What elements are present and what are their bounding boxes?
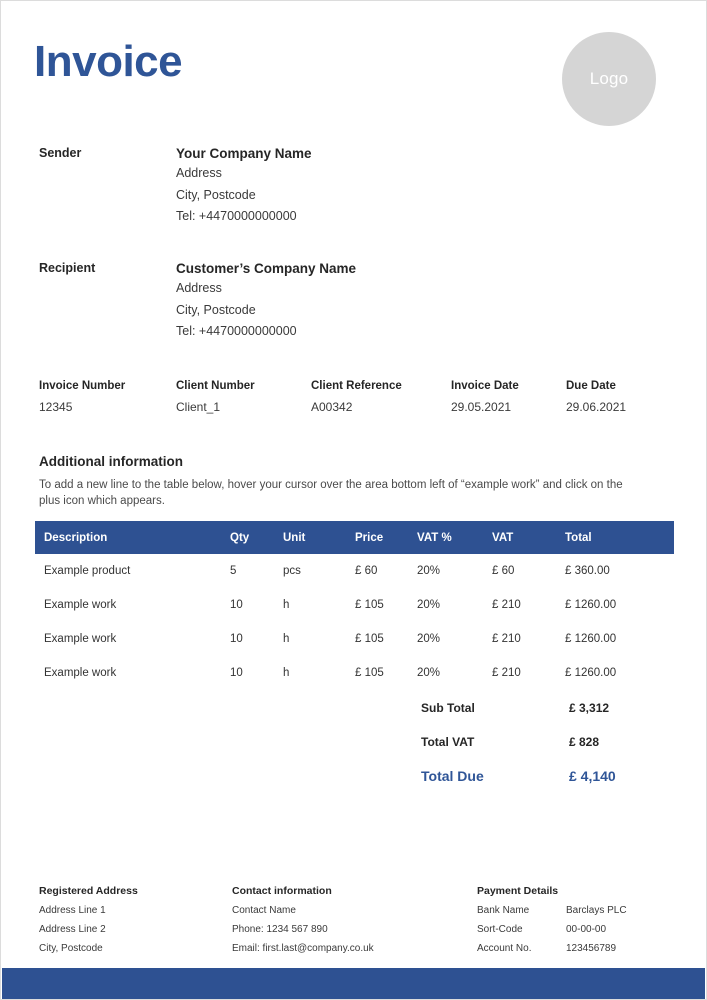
sub-total-value: £ 3,312 — [569, 701, 610, 715]
meta-due-date — [566, 380, 626, 414]
total-vat-label: Total VAT — [421, 735, 475, 749]
totals-row-sub-total — [35, 691, 674, 725]
table-row[interactable] — [35, 588, 674, 622]
cell-vat: £ 210 — [492, 667, 521, 679]
meta-label: Client Reference — [311, 380, 402, 392]
totals-block — [35, 691, 674, 793]
totals-row-total-vat — [35, 725, 674, 759]
column-header-vat: VAT — [492, 531, 514, 544]
meta-label: Due Date — [566, 380, 616, 392]
footer-pair-value: 123456789 — [566, 943, 617, 954]
cell-description: Example work — [44, 599, 117, 611]
footer-accent-bar — [2, 968, 705, 1000]
logo-placeholder[interactable] — [562, 32, 656, 126]
cell-qty: 5 — [230, 565, 237, 577]
cell-unit: pcs — [283, 565, 301, 577]
cell-qty: 10 — [230, 667, 243, 679]
meta-invoice-date — [451, 380, 519, 414]
column-header-unit: Unit — [283, 531, 306, 544]
cell-vat: £ 210 — [492, 633, 521, 645]
cell-unit: h — [283, 667, 290, 679]
table-row[interactable] — [35, 622, 674, 656]
cell-price: £ 60 — [355, 565, 378, 577]
cell-description: Example product — [44, 565, 131, 577]
footer-pair-account-no — [477, 943, 627, 954]
footer-line: Email: first.last@company.co.uk — [232, 943, 374, 954]
footer-line: Address Line 1 — [39, 905, 106, 916]
sender-name: Your Company Name — [176, 146, 312, 161]
recipient-city-line: City, Postcode — [176, 302, 256, 317]
total-vat-value: £ 828 — [569, 735, 600, 749]
footer-payment-details — [477, 885, 627, 962]
footer-pair-sort-code — [477, 924, 627, 935]
sub-total-label: Sub Total — [421, 701, 475, 715]
meta-client-number — [176, 380, 255, 414]
page-title: Invoice — [34, 37, 183, 86]
footer-pair-value: Barclays PLC — [566, 905, 627, 916]
footer-title: Contact information — [232, 885, 332, 897]
sender-tel-line: Tel: +4470000000000 — [176, 209, 297, 223]
sender-label: Sender — [39, 146, 82, 160]
additional-information-text: To add a new line to the table below, hover your cursor over the area bottom left of “example work” and click on the plus icon which appears. — [39, 479, 623, 508]
total-due-value: £ 4,140 — [569, 768, 616, 784]
cell-vat: £ 210 — [492, 599, 521, 611]
meta-value: 12345 — [39, 400, 73, 414]
column-header-qty: Qty — [230, 531, 250, 544]
footer-contact-information — [232, 885, 374, 962]
cell-price: £ 105 — [355, 633, 384, 645]
cell-vat: £ 60 — [492, 565, 515, 577]
meta-invoice-number — [39, 380, 125, 414]
footer-title: Registered Address — [39, 885, 138, 897]
meta-label: Client Number — [176, 380, 255, 392]
meta-value: Client_1 — [176, 400, 221, 414]
meta-value: 29.05.2021 — [451, 400, 512, 414]
additional-information-block — [39, 454, 639, 510]
cell-qty: 10 — [230, 633, 243, 645]
sender-details — [176, 146, 312, 232]
cell-total: £ 1260.00 — [565, 599, 617, 611]
footer-line: City, Postcode — [39, 943, 103, 954]
meta-label: Invoice Date — [451, 380, 519, 392]
sender-address-line: Address — [176, 166, 222, 180]
column-header-price: Price — [355, 531, 384, 544]
column-header-vat-percent: VAT % — [417, 531, 452, 544]
column-header-total: Total — [565, 531, 592, 544]
recipient-label: Recipient — [39, 261, 96, 275]
footer-line: Phone: 1234 567 890 — [232, 924, 328, 935]
cell-vat-percent: 20% — [417, 667, 441, 679]
cell-price: £ 105 — [355, 599, 384, 611]
footer-pair-key: Account No. — [477, 943, 532, 954]
recipient-details — [176, 261, 356, 347]
cell-total: £ 1260.00 — [565, 633, 617, 645]
logo-label: Logo — [589, 69, 629, 88]
footer-pair-value: 00-00-00 — [566, 924, 607, 935]
cell-description: Example work — [44, 633, 117, 645]
footer-title: Payment Details — [477, 885, 559, 897]
footer-pair-key: Bank Name — [477, 905, 530, 916]
cell-vat-percent: 20% — [417, 565, 441, 577]
cell-unit: h — [283, 633, 290, 645]
footer-line: Contact Name — [232, 905, 296, 916]
recipient-tel-line: Tel: +4470000000000 — [176, 324, 297, 338]
footer-registered-address — [39, 885, 138, 962]
meta-client-reference — [311, 380, 402, 414]
sender-city-line: City, Postcode — [176, 187, 256, 202]
table-header-row — [35, 521, 674, 554]
table-row[interactable] — [35, 554, 674, 588]
additional-information-title: Additional information — [39, 454, 183, 469]
total-due-label: Total Due — [421, 768, 484, 784]
recipient-address-line: Address — [176, 281, 222, 295]
table-row[interactable] — [35, 656, 674, 690]
totals-row-total-due — [35, 759, 674, 793]
footer-pair-bank-name — [477, 905, 627, 916]
cell-total: £ 1260.00 — [565, 667, 617, 679]
meta-value: 29.06.2021 — [566, 400, 627, 414]
meta-value: A00342 — [311, 400, 353, 414]
recipient-name: Customer’s Company Name — [176, 261, 357, 276]
cell-vat-percent: 20% — [417, 599, 441, 611]
cell-price: £ 105 — [355, 667, 384, 679]
footer-line: Address Line 2 — [39, 924, 106, 935]
meta-label: Invoice Number — [39, 380, 126, 392]
column-header-description: Description — [44, 531, 108, 544]
cell-qty: 10 — [230, 599, 243, 611]
cell-total: £ 360.00 — [565, 565, 610, 577]
cell-unit: h — [283, 599, 290, 611]
footer-pair-key: Sort-Code — [477, 924, 523, 935]
line-items-table — [35, 521, 674, 690]
cell-vat-percent: 20% — [417, 633, 441, 645]
cell-description: Example work — [44, 667, 117, 679]
